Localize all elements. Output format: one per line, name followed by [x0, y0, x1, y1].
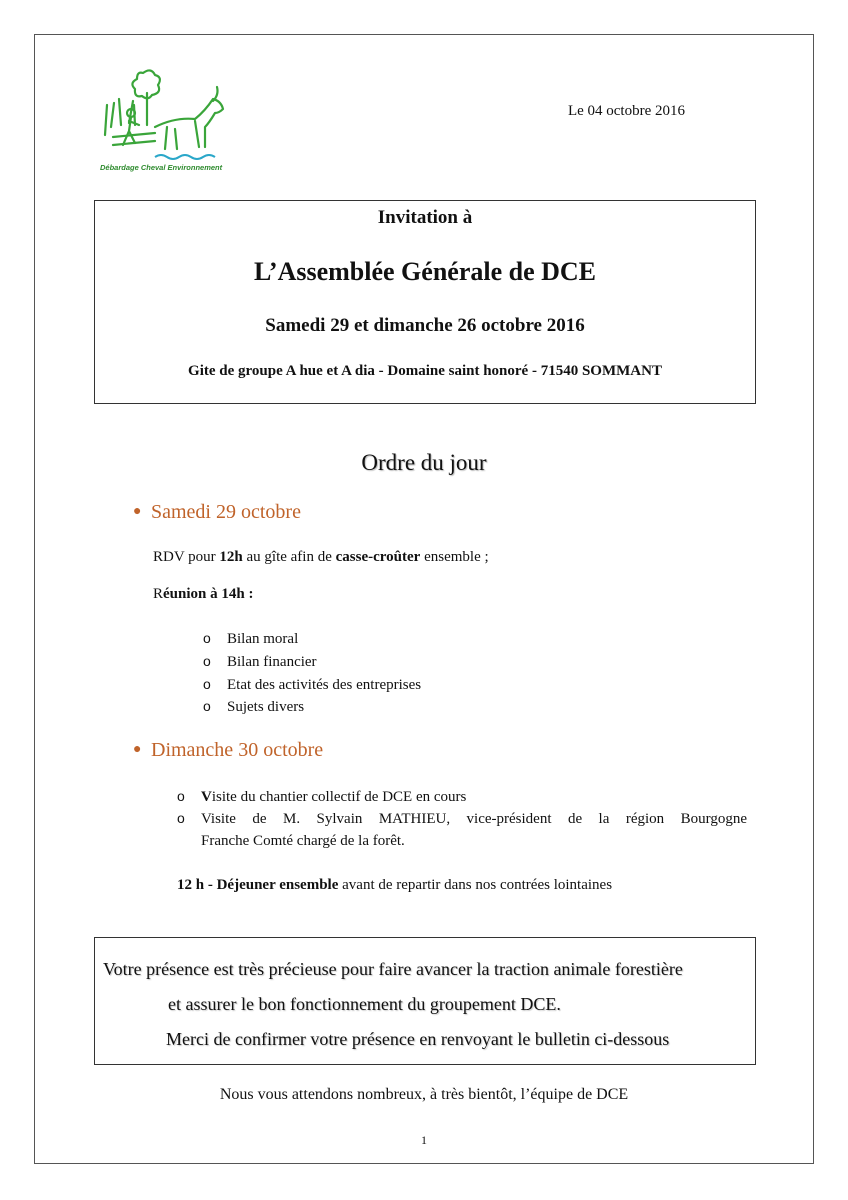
- sunday-heading-label: Dimanche 30 octobre: [151, 739, 324, 761]
- invitation-address: Gite de groupe A hue et A dia - Domaine saint honoré - 71540 SOMMANT: [188, 363, 662, 379]
- circle-bullet-icon: o: [203, 676, 211, 692]
- list-item-label: Bilan moral: [227, 631, 299, 647]
- circle-bullet-icon: o: [203, 630, 211, 646]
- closing-line-1: Votre présence est très précieuse pour faire avancer la traction animale forestière: [103, 959, 683, 979]
- agenda-title: Ordre du jour: [361, 450, 487, 475]
- invitation-box: [94, 200, 756, 404]
- page-number: 1: [421, 1133, 427, 1147]
- footer-text: Nous vous attendons nombreux, à très bientôt, l’équipe de DCE: [219, 1086, 629, 1103]
- circle-bullet-icon: o: [177, 810, 185, 826]
- bullet-icon: ●: [133, 504, 142, 519]
- closing-line-3: Merci de confirmer votre présence en renvoyant le bulletin ci-dessous: [166, 1029, 670, 1049]
- circle-bullet-icon: o: [203, 698, 211, 714]
- invitation-dates: Samedi 29 et dimanche 26 octobre 2016: [265, 315, 585, 336]
- circle-bullet-icon: o: [177, 788, 185, 804]
- sunday-lunch: [177, 877, 612, 894]
- list-item: [177, 810, 747, 828]
- bold-fragment: 12 h - Déjeuner ensemble: [177, 877, 339, 893]
- text-fragment: R: [153, 586, 164, 602]
- list-item-label: Bilan financier: [227, 654, 317, 670]
- saturday-heading-label: Samedi 29 octobre: [151, 501, 301, 523]
- invitation-title: L’Assemblée Générale de DCE: [253, 257, 597, 286]
- text-fragment: RDV pour: [153, 549, 220, 565]
- list-item-label: Visite de M. Sylvain MATHIEU, vice-président de la région Bourgogne: [201, 811, 747, 827]
- closing-line-2: et assurer le bon fonctionnement du groupement DCE.: [168, 994, 561, 1014]
- list-item: [203, 653, 317, 671]
- list-item-label: Etat des activités des entreprises: [227, 677, 422, 693]
- document-page: [34, 34, 814, 1164]
- logo-caption: Débardage Cheval Environnement: [100, 163, 223, 172]
- bold-fragment: éunion à 14h :: [163, 586, 254, 602]
- list-item: [203, 676, 421, 694]
- bold-fragment: V: [201, 789, 212, 805]
- list-item-label: Sujets divers: [227, 699, 305, 715]
- bullet-icon: ●: [133, 742, 142, 757]
- sunday-heading: [133, 739, 323, 762]
- text-fragment: ensemble ;: [420, 549, 489, 565]
- saturday-heading: [133, 501, 301, 524]
- bold-fragment: 12h: [219, 549, 243, 565]
- document-date: Le 04 octobre 2016: [567, 103, 685, 119]
- list-item-continuation: Franche Comté chargé de la forêt.: [201, 833, 405, 849]
- circle-bullet-icon: o: [203, 653, 211, 669]
- list-item-line: [177, 810, 747, 828]
- dce-logo: [95, 65, 235, 175]
- list-item: [203, 698, 304, 716]
- text-fragment: avant de repartir dans nos contrées lointaines: [338, 877, 613, 893]
- list-item: [203, 630, 298, 648]
- bold-fragment: casse-croûter: [335, 549, 421, 565]
- invitation-line-1: Invitation à: [377, 207, 473, 228]
- saturday-meeting: [153, 586, 253, 603]
- saturday-rdv: [153, 549, 489, 566]
- list-item: [177, 788, 466, 806]
- closing-box: [94, 937, 756, 1065]
- text-fragment: isite du chantier collectif de DCE en cours: [211, 789, 467, 805]
- text-fragment: au gîte afin de: [242, 549, 336, 565]
- horse-logging-logo-icon: [95, 65, 235, 165]
